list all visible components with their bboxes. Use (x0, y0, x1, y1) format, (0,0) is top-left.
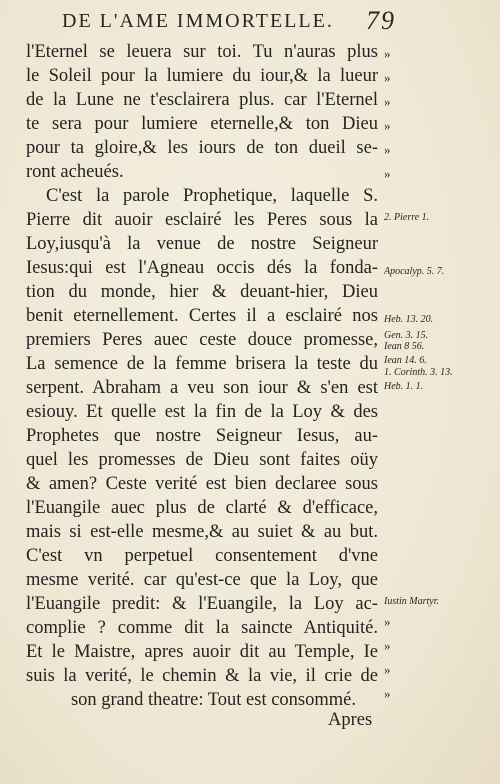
text-line: Et le Maistre, apres auoir dit au Temple, Ie (26, 642, 378, 662)
text-line: Prophetes que nostre Seigneur Iesus, au- (26, 426, 378, 446)
text-line: La semence de la femme brisera la teste du (26, 354, 378, 374)
text-line: de la Lune ne t'esclairera plus. car l'Eternel (26, 90, 378, 110)
text-line: benit eternellement. Certes il a esclairé nos (26, 306, 378, 326)
margin-quote-mark: » (384, 118, 391, 133)
margin-note: 2. Pierre 1. (384, 212, 430, 223)
margin-note: Heb. 13. 20. (384, 314, 434, 325)
text-line: te sera pour lumiere eternelle,& ton Dieu (26, 114, 378, 134)
page-number: 79 (366, 6, 396, 35)
text-line: tion du monde, hier & deuant-hier, Dieu (26, 282, 378, 302)
margin-quote-mark: » (384, 142, 391, 157)
text-line: mesme verité. car qu'est-ce que la Loy, que (26, 570, 378, 590)
margin-note: Iean 14. 6. (384, 355, 427, 366)
text-line: son grand theatre: Tout est consommé. (70, 690, 356, 710)
margin-quote-mark: » (384, 70, 391, 85)
text-line: pour ta gloire,& les iours de ton dueil se- (26, 138, 378, 158)
text-line: l'Euangile predit: & l'Euangile, la Loy ac- (26, 594, 378, 614)
text-line: ront acheués. (26, 162, 124, 182)
margin-quote-mark: » (384, 94, 391, 109)
margin-quote-mark: » (384, 638, 391, 653)
margin-quote-mark: » (384, 686, 391, 701)
text-line: C'est vn perpetuel consentement d'vne (26, 546, 378, 566)
margin-quote-mark: » (384, 166, 391, 181)
margin-note: Heb. 1. 1. (384, 381, 424, 392)
margin-quote-mark: » (384, 614, 391, 629)
text-line: & amen? Ceste verité est bien declaree sous (26, 474, 378, 494)
catchword: Apres (328, 710, 373, 730)
margin-note: Apocalyp. 5. 7. (384, 266, 445, 277)
text-line: mais si est-elle mesme,& au suiet & au but. (26, 522, 378, 542)
text-line: Iesus:qui est l'Agneau occis dés la fonda- (26, 258, 378, 278)
text-line: serpent. Abraham a veu son iour & s'en est (26, 378, 378, 398)
running-title: DE L'AME IMMORTELLE. (62, 10, 334, 32)
margin-quote-mark: » (384, 46, 391, 61)
margin-note: Gen. 3. 15. (384, 330, 429, 341)
text-line: l'Euangile auec plus de clarté & d'efficace, (26, 498, 378, 518)
text-line: quel les promesses de Dieu sont faites oüy (26, 450, 378, 470)
text-line: esiouy. Et quelle est la fin de la Loy & des (26, 402, 378, 422)
margin-quote-mark: » (384, 662, 391, 677)
text-line: complie ? comme dit la saincte Antiquité. (26, 618, 378, 638)
text-line: premiers Peres auec ceste douce promesse, (26, 330, 378, 350)
text-line: C'est la parole Prophetique, laquelle S. (46, 186, 378, 206)
text-line: l'Eternel se leuera sur toi. Tu n'auras plus (26, 42, 378, 62)
margin-note: Iustin Martyr. (384, 596, 439, 607)
text-line: le Soleil pour la lumiere du iour,& la lueur (26, 66, 378, 86)
text-line: suis la verité, le chemin & la vie, il crie de (26, 666, 378, 686)
text-line: Loy,iusqu'à la venue de nostre Seigneur (26, 234, 378, 254)
running-header (62, 6, 396, 36)
text-line: Pierre dit auoir esclairé les Peres sous la (26, 210, 378, 230)
margin-note: 1. Corinth. 3. 13. (384, 367, 453, 378)
margin-note: Iean 8 56. (384, 341, 425, 352)
